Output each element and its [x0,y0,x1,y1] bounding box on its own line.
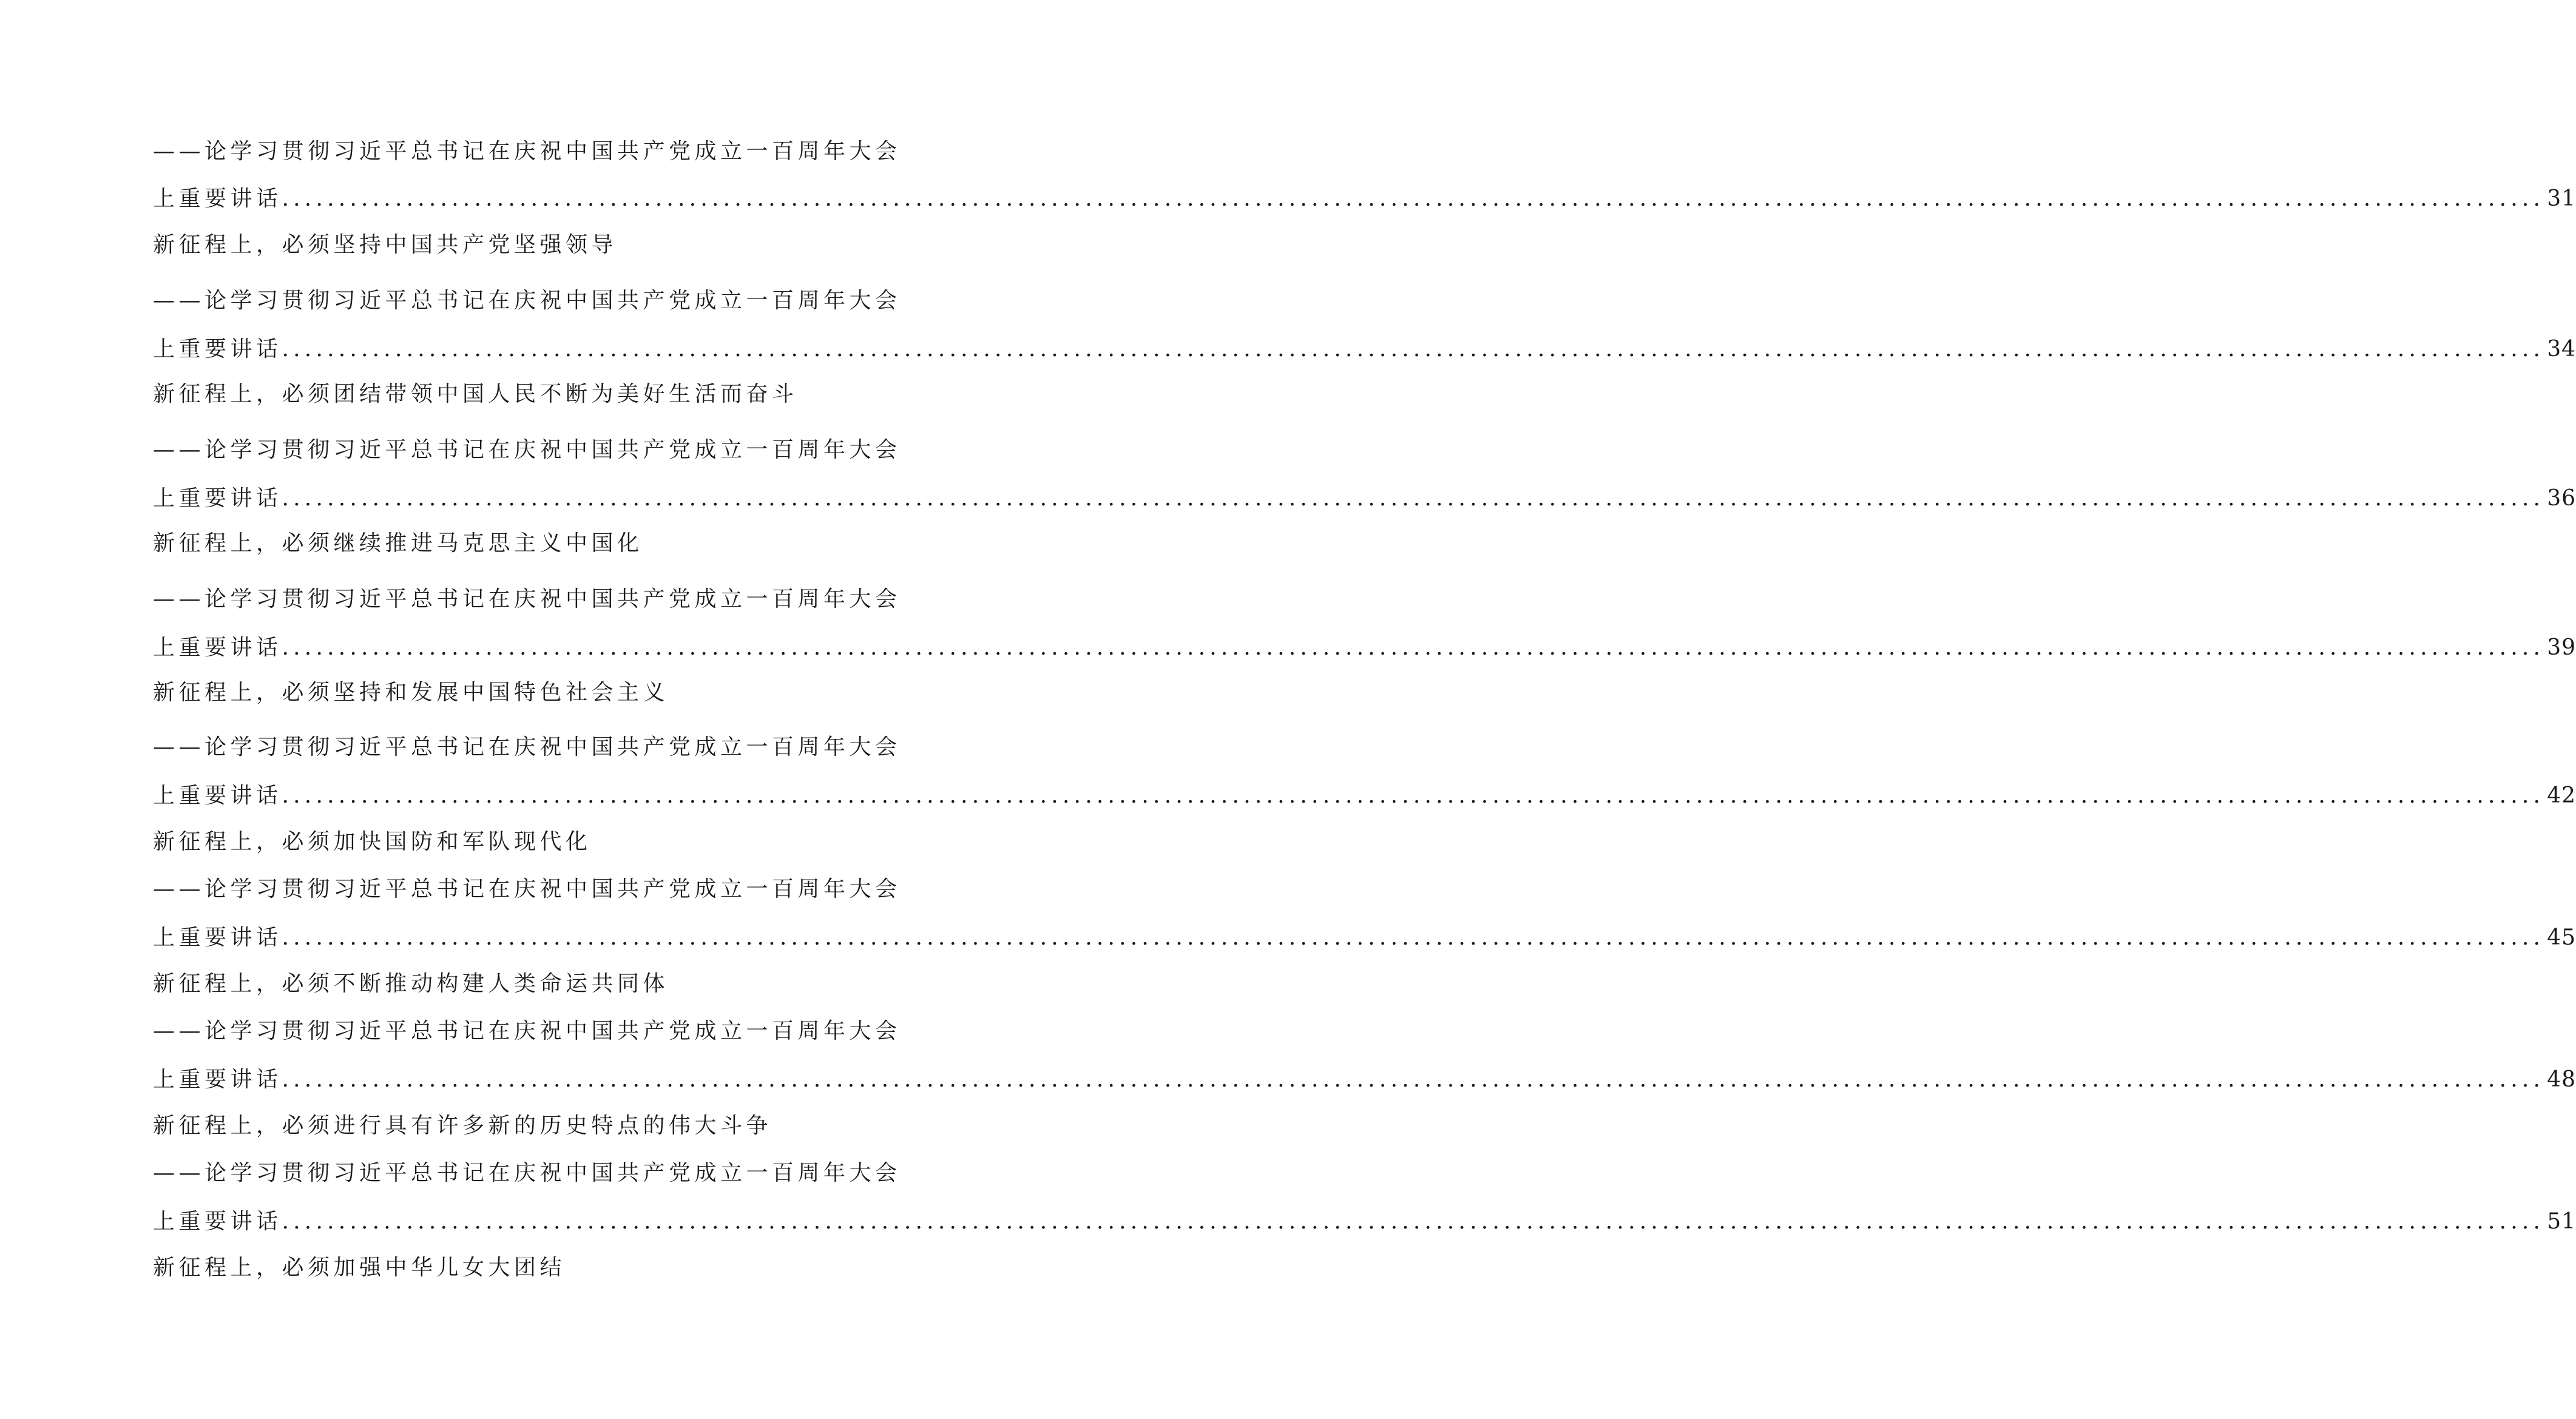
dot-leader: ........................................................................................................................................................................................................ [282,1067,2545,1092]
toc-entry-tail: 上重要讲话 [153,1067,282,1092]
toc-entry-link[interactable] [153,335,2576,364]
dot-leader: ........................................................................................................................................................................................................ [282,337,2545,362]
toc-page-number: 36 [2547,486,2576,511]
toc-entry-subtitle: ——论学习贯彻习近平总书记在庆祝中国共产党成立一百周年大会 [153,288,901,313]
toc-entry-subtitle: ——论学习贯彻习近平总书记在庆祝中国共产党成立一百周年大会 [153,1019,901,1043]
toc-entry-link[interactable] [153,184,2576,214]
toc-entry-link[interactable] [153,633,2576,662]
dot-leader: ........................................................................................................................................................................................................ [282,925,2545,950]
toc-page-number: 34 [2547,337,2576,362]
toc-entry-tail: 上重要讲话 [153,1209,282,1234]
toc-entry-title[interactable]: 新征程上，必须进行具有许多新的历史特点的伟大斗争 [153,1113,772,1138]
toc-entry-title[interactable]: 新征程上，必须团结带领中国人民不断为美好生活而奋斗 [153,382,798,406]
toc-entry-tail: 上重要讲话 [153,635,282,660]
toc-entry-link[interactable] [153,1207,2576,1236]
dot-leader: ........................................................................................................................................................................................................ [282,1209,2545,1234]
toc-entry-title[interactable]: 新征程上，必须继续推进马克思主义中国化 [153,531,643,556]
toc-page-number: 48 [2547,1067,2576,1092]
toc-entry-tail: 上重要讲话 [153,186,282,211]
toc-entry-title[interactable]: 新征程上，必须不断推动构建人类命运共同体 [153,971,669,996]
dot-leader: ........................................................................................................................................................................................................ [282,486,2545,511]
toc-entry-title[interactable]: 新征程上，必须加强中华儿女大团结 [153,1255,566,1280]
toc-page-number: 51 [2547,1209,2576,1234]
toc-page-number: 31 [2547,186,2576,211]
toc-entry-link[interactable] [153,1065,2576,1094]
dot-leader: ........................................................................................................................................................................................................ [282,186,2545,211]
toc-entry-tail: 上重要讲话 [153,783,282,808]
dot-leader: ........................................................................................................................................................................................................ [282,783,2545,808]
toc-entry-tail: 上重要讲话 [153,486,282,511]
toc-entry-title[interactable]: 新征程上，必须坚持和发展中国特色社会主义 [153,680,669,705]
toc-page-number: 42 [2547,783,2576,808]
toc-entry-tail: 上重要讲话 [153,337,282,362]
toc-entry-subtitle: ——论学习贯彻习近平总书记在庆祝中国共产党成立一百周年大会 [153,735,901,760]
toc-entry-title[interactable]: 新征程上，必须加快国防和军队现代化 [153,829,592,854]
toc-entry-subtitle: ——论学习贯彻习近平总书记在庆祝中国共产党成立一百周年大会 [153,587,901,612]
toc-entry-link[interactable] [153,781,2576,811]
dot-leader: ........................................................................................................................................................................................................ [282,635,2545,660]
toc-entry-link[interactable] [153,484,2576,513]
toc-page-number: 45 [2547,925,2576,950]
toc-entry-link[interactable] [153,923,2576,952]
toc-entry-subtitle: ——论学习贯彻习近平总书记在庆祝中国共产党成立一百周年大会 [153,877,901,902]
toc-entry-subtitle: ——论学习贯彻习近平总书记在庆祝中国共产党成立一百周年大会 [153,437,901,462]
toc-page-number: 39 [2547,635,2576,660]
toc-entry-tail: 上重要讲话 [153,925,282,950]
toc-entry-title[interactable]: 新征程上，必须坚持中国共产党坚强领导 [153,232,618,257]
toc-entry-subtitle: ——论学习贯彻习近平总书记在庆祝中国共产党成立一百周年大会 [153,1161,901,1185]
toc-entry-subtitle: ——论学习贯彻习近平总书记在庆祝中国共产党成立一百周年大会 [153,139,901,164]
